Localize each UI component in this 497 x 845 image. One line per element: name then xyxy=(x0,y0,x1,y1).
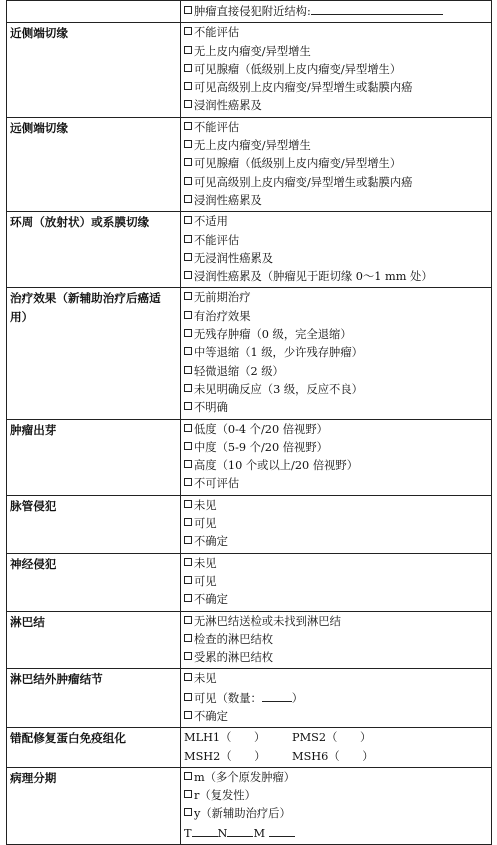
checkbox[interactable] xyxy=(184,64,192,72)
checkbox[interactable] xyxy=(184,6,192,14)
table-row xyxy=(7,728,492,768)
checkbox[interactable] xyxy=(184,442,192,450)
option[interactable]: 不能评估 xyxy=(184,232,488,250)
checkbox[interactable] xyxy=(184,673,192,681)
table-row xyxy=(7,611,492,669)
table-row xyxy=(7,212,492,288)
option-direct-invasion[interactable]: 肿瘤直接侵犯附近结构: xyxy=(184,2,488,21)
row-label xyxy=(7,1,181,23)
count-blank[interactable] xyxy=(262,689,292,702)
row-label: 淋巴结外肿瘤结节 xyxy=(7,669,181,728)
row-label: 脉管侵犯 xyxy=(7,495,181,553)
option[interactable]: 不确定 xyxy=(184,708,488,726)
pathology-report-table xyxy=(6,0,492,845)
checkbox[interactable] xyxy=(184,140,192,148)
option[interactable]: 浸润性癌累及 xyxy=(184,97,488,115)
option[interactable]: 不明确 xyxy=(184,399,488,417)
mmr-line xyxy=(184,729,488,747)
option[interactable]: 可见高级别上皮内瘤变/异型增生或黏膜内癌 xyxy=(184,174,488,192)
checkbox[interactable] xyxy=(184,271,192,279)
row-label: 淋巴结 xyxy=(7,611,181,669)
checkbox[interactable] xyxy=(184,536,192,544)
table-row xyxy=(7,669,492,728)
tnm-m-blank[interactable] xyxy=(269,824,295,837)
checkbox[interactable] xyxy=(184,518,192,526)
checkbox[interactable] xyxy=(184,216,192,224)
option[interactable]: 浸润性癌累及（肿瘤见于距切缘 0～1 mm 处） xyxy=(184,268,488,286)
option[interactable]: 有治疗效果 xyxy=(184,308,488,326)
table-row xyxy=(7,553,492,611)
checkbox[interactable] xyxy=(184,82,192,90)
option[interactable]: 未见明确反应（3 级，反应不良） xyxy=(184,381,488,399)
option[interactable]: 无残存肿瘤（0 级，完全退缩） xyxy=(184,326,488,344)
checkbox[interactable] xyxy=(184,46,192,54)
checkbox[interactable] xyxy=(184,311,192,319)
option[interactable]: 无前期治疗 xyxy=(184,289,488,307)
option[interactable]: 可见 xyxy=(184,573,488,591)
checkbox[interactable] xyxy=(184,558,192,566)
option[interactable]: 浸润性癌累及 xyxy=(184,192,488,210)
row-label: 肿瘤出芽 xyxy=(7,419,181,495)
option[interactable]: 不确定 xyxy=(184,533,488,551)
checkbox[interactable] xyxy=(184,27,192,35)
option[interactable]: 轻微退缩（2 级） xyxy=(184,363,488,381)
mmr-msh6[interactable]: MSH6（ ） xyxy=(292,749,374,763)
option[interactable]: 不适用 xyxy=(184,213,488,231)
checkbox[interactable] xyxy=(184,195,192,203)
checkbox[interactable] xyxy=(184,460,192,468)
row-label: 环周（放射状）或系膜切缘 xyxy=(7,212,181,288)
option[interactable]: 可见 xyxy=(184,515,488,533)
mmr-line xyxy=(184,748,488,766)
option[interactable]: 检查的淋巴结枚 xyxy=(184,631,488,649)
row-label: 错配修复蛋白免疫组化 xyxy=(7,728,181,768)
table-row xyxy=(7,117,492,211)
option[interactable]: 可见高级别上皮内瘤变/异型增生或黏膜内癌 xyxy=(184,79,488,97)
checkbox[interactable] xyxy=(184,235,192,243)
tnm-n-label: N xyxy=(217,826,228,840)
mmr-mlh1[interactable]: MLH1（ ） xyxy=(184,731,266,745)
checkbox[interactable] xyxy=(184,478,192,486)
option[interactable]: 受累的淋巴结枚 xyxy=(184,649,488,667)
checkbox[interactable] xyxy=(184,772,192,780)
checkbox[interactable] xyxy=(184,347,192,355)
mmr-pms2[interactable]: PMS2（ ） xyxy=(292,731,372,745)
table-row xyxy=(7,23,492,117)
checkbox[interactable] xyxy=(184,100,192,108)
option[interactable]: 不能评估 xyxy=(184,119,488,137)
checkbox[interactable] xyxy=(184,384,192,392)
mmr-msh2[interactable]: MSH2（ ） xyxy=(184,749,266,763)
option[interactable]: 未见 xyxy=(184,497,488,515)
option[interactable]: r（复发性） xyxy=(184,787,488,805)
checkbox[interactable] xyxy=(184,424,192,432)
fill-blank[interactable] xyxy=(311,2,443,15)
table-row xyxy=(7,495,492,553)
option[interactable]: 可见（数量： ） xyxy=(184,689,488,708)
option[interactable]: 未见 xyxy=(184,670,488,688)
option[interactable]: m（多个原发肿瘤） xyxy=(184,769,488,787)
option[interactable]: 无上皮内瘤变/异型增生 xyxy=(184,43,488,61)
checkbox[interactable] xyxy=(184,594,192,602)
tnm-t-blank[interactable] xyxy=(192,824,218,837)
option[interactable]: 无浸润性癌累及 xyxy=(184,250,488,268)
option[interactable]: 不确定 xyxy=(184,591,488,609)
option[interactable]: y（新辅助治疗后） xyxy=(184,805,488,823)
checkbox[interactable] xyxy=(184,790,192,798)
checkbox[interactable] xyxy=(184,292,192,300)
option[interactable]: 无上皮内瘤变/异型增生 xyxy=(184,137,488,155)
option[interactable]: 不可评估 xyxy=(184,475,488,493)
checkbox[interactable] xyxy=(184,634,192,642)
tnm-line xyxy=(184,824,488,843)
checkbox[interactable] xyxy=(184,402,192,410)
checkbox[interactable] xyxy=(184,693,192,701)
table-row xyxy=(7,1,492,23)
row-label: 病理分期 xyxy=(7,767,181,844)
checkbox[interactable] xyxy=(184,366,192,374)
option[interactable]: 未见 xyxy=(184,555,488,573)
table-row xyxy=(7,767,492,844)
checkbox[interactable] xyxy=(184,177,192,185)
table-row xyxy=(7,288,492,419)
row-label: 远侧端切缘 xyxy=(7,117,181,211)
option[interactable]: 高度（10 个或以上/20 倍视野） xyxy=(184,457,488,475)
row-label: 近侧端切缘 xyxy=(7,23,181,117)
checkbox[interactable] xyxy=(184,808,192,816)
tnm-m-label: M xyxy=(253,826,266,840)
option[interactable]: 低度（0-4 个/20 倍视野） xyxy=(184,421,488,439)
option[interactable]: 可见腺瘤（低级别上皮内瘤变/异型增生） xyxy=(184,61,488,79)
checkbox[interactable] xyxy=(184,652,192,660)
checkbox[interactable] xyxy=(184,122,192,130)
checkbox[interactable] xyxy=(184,576,192,584)
checkbox[interactable] xyxy=(184,616,192,624)
row-label: 神经侵犯 xyxy=(7,553,181,611)
table-row xyxy=(7,419,492,495)
option[interactable]: 中等退缩（1 级，少许残存肿瘤） xyxy=(184,344,488,362)
option[interactable]: 不能评估 xyxy=(184,24,488,42)
tnm-n-blank[interactable] xyxy=(227,824,253,837)
checkbox[interactable] xyxy=(184,711,192,719)
option[interactable]: 中度（5-9 个/20 倍视野） xyxy=(184,439,488,457)
tnm-t-label: T xyxy=(184,826,192,840)
checkbox[interactable] xyxy=(184,329,192,337)
checkbox[interactable] xyxy=(184,500,192,508)
row-label: 治疗效果（新辅助治疗后癌适用） xyxy=(7,288,181,419)
checkbox[interactable] xyxy=(184,158,192,166)
option[interactable]: 无淋巴结送检或未找到淋巴结 xyxy=(184,613,488,631)
option[interactable]: 可见腺瘤（低级别上皮内瘤变/异型增生） xyxy=(184,155,488,173)
checkbox[interactable] xyxy=(184,253,192,261)
